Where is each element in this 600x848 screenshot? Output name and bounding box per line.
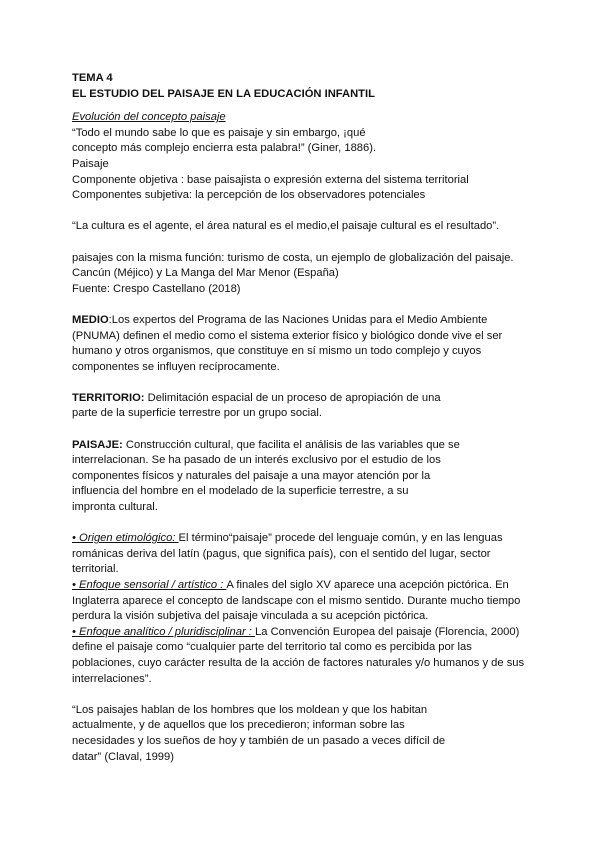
medio-line: (PNUMA) definen el medio como el sistema exterior físico y biológico donde vive el ser — [72, 329, 503, 342]
territorio-label: TERRITORIO: — [72, 391, 145, 404]
territorio-line: parte de la superficie terrestre por un grupo social. — [72, 407, 322, 420]
claval-quote-line: “Los paisajes hablan de los hombres que los moldean y que los habitan — [72, 703, 428, 716]
giner-quote-line: concepto más complejo encierra esta palabra!” (Giner, 1886). — [72, 142, 377, 155]
claval-quote-line: actualmente, y de aquellos que los precedieron; informan sobre las — [72, 719, 405, 732]
analitico-line: define el paisaje como “cualquier parte del territorio tal como es percibida por las — [72, 641, 472, 654]
paisaje-def-line: impronta cultural. — [72, 501, 158, 514]
giner-quote-line: “Todo el mundo sabe lo que es paisaje y sin embargo, ¡qué — [72, 126, 366, 139]
analitico-line: interrelaciones”. — [72, 672, 152, 685]
claval-quote-line: necesidades y los sueños de hoy y también de un pasado a veces difícil de — [72, 734, 446, 747]
claval-quote-line: datar” (Claval, 1999) — [72, 750, 174, 763]
paisaje-label: Paisaje — [72, 157, 109, 170]
analitico-label: • Enfoque analítico / pluridisciplinar : — [72, 625, 256, 638]
medio-label: MEDIO — [72, 313, 109, 326]
origen-label: • Origen etimológico: — [72, 532, 179, 545]
territorio-definition — [72, 391, 542, 407]
section-heading-evolucion — [72, 110, 542, 126]
origen-line: territorial. — [72, 563, 119, 576]
componente-subjetiva: Componentes subjetiva: la percepción de los observadores potenciales — [72, 189, 426, 202]
ejemplo-line: paisajes con la misma función: turismo de costa, un ejemplo de globalización del paisaje. — [72, 251, 514, 264]
analitico-text: La Convención Europea del paisaje (Florencia, 2000) — [255, 625, 520, 638]
document-body — [72, 71, 542, 765]
sensorial-text: A finales del siglo XV aparece una acepción pictórica. En — [226, 579, 509, 591]
territorio-text: Delimitación espacial de un proceso de apropiación de una — [144, 391, 441, 404]
medio-definition — [72, 313, 542, 329]
ejemplo-source: Fuente: Crespo Castellano (2018) — [72, 282, 241, 295]
paisaje-definition — [72, 438, 542, 454]
componente-objetiva: Componente objetiva : base paisajista o expresión externa del sistema territorial — [72, 173, 469, 186]
analitico-item — [72, 625, 542, 641]
cultura-quote: “La cultura es el agente, el área natural es el medio,el paisaje cultural es el resultado”. — [72, 220, 500, 233]
medio-line: humano y otros organismos, que constituye en sí mismo un todo complejo y cuyos — [72, 345, 482, 358]
paisaje-def-line: componentes físicos y naturales del paisaje a una mayor atención por la — [72, 469, 431, 482]
sensorial-item — [72, 578, 542, 594]
paisaje-def-text: Construcción cultural, que facilita el análisis de las variables que se — [122, 438, 460, 451]
document-title: EL ESTUDIO DEL PAISAJE EN LA EDUCACIÓN INFANTIL — [72, 87, 375, 100]
evolucion-heading: Evolución del concepto paisaje — [72, 111, 226, 124]
medio-text: :Los expertos del Programa de las Naciones Unidas para el Medio Ambiente — [108, 313, 488, 326]
paisaje-def-label: PAISAJE: — [72, 438, 123, 451]
sensorial-line: perdura la visión subjetiva del paisaje vinculada a su acepción pictórica. — [72, 610, 429, 623]
origen-line: románicas deriva del latín (pagus, que significa país), con el sentido del lugar, sector — [72, 547, 491, 560]
paisaje-def-line: influencia del hombre en el modelado de la superficie terrestre, a su — [72, 485, 409, 498]
origen-text: El término“paisaje” procede del lenguaje común, y en las lenguas — [178, 532, 503, 545]
ejemplo-line: Cancún (Méjico) y La Manga del Mar Menor (España) — [72, 267, 339, 280]
sensorial-label: • Enfoque sensorial / artístico : — [72, 579, 227, 591]
analitico-line: poblaciones, cuyo carácter resulta de la acción de factores naturales y/o humanos y de sus — [72, 656, 525, 669]
medio-line: componentes se influyen recíprocamente. — [72, 360, 280, 373]
topic-number: TEMA 4 — [72, 72, 113, 84]
origen-item — [72, 531, 542, 547]
paisaje-def-line: interrelacionan. Se ha pasado de un interés exclusivo por el estudio de los — [72, 454, 441, 467]
sensorial-line: Inglaterra aparece el concepto de landscape con el mismo sentido. Durante mucho tiempo — [72, 594, 521, 607]
